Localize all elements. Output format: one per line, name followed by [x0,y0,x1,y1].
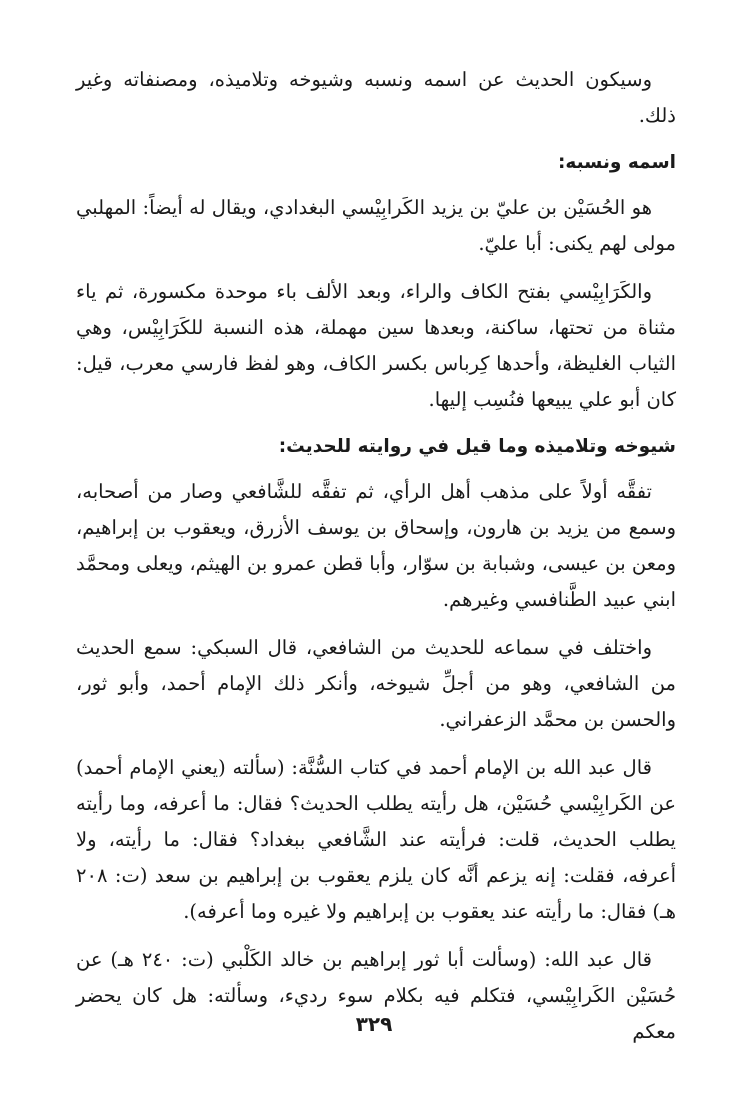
paragraph-abu-thawr: قال عبد الله: (وسألت أبا ثور إبراهيم بن خالد الكَلْبي (ت: ٢٤٠ هـ) عن حُسَيْن الكَرابِيْسي، فتكلم فيه بكلام سوء رديء، وسألته: هل كان يحضر معكم [76,948,676,1043]
paragraph-shafii-dispute: واختلف في سماعه للحديث من الشافعي، قال السبكي: سمع الحديث من الشافعي، وهو من أجلِّ شيوخه، وأنكر ذلك الإمام أحمد، وأبو ثور، والحسن بن محمَّد الزعفراني. [76,636,676,731]
paragraph-abdullah-quote: قال عبد الله بن الإمام أحمد في كتاب السُّنَّة: (سألته (يعني الإمام أحمد) عن الكَرابِيْسي حُسَيْن، هل رأيته يطلب الحديث؟ فقال: ما أعرفه، وما رأيته يطلب الحديث، قلت: فرأيته عند الشَّافعي ببغداد؟ فقال: ما رأيته، ولا أعرفه، فقلت: إنه يزعم أنَّه كان يلزم يعقوب بن إبراهيم بن سعد (ت: ٢٠٨ هـ) فقال: ما رأيته عند يعقوب بن إبراهيم ولا غيره وما أعرفه). [76,756,676,923]
paragraph-intro: وسيكون الحديث عن اسمه ونسبه وشيوخه وتلاميذه، ومصنفاته وغير ذلك. [76,68,676,127]
page-number: ٣٢٩ [355,1012,393,1036]
page-body [76,62,676,1062]
paragraph-name: هو الحُسَيْن بن عليّ بن يزيد الكَرابِيْسي البغدادي، ويقال له أيضاً: المهلبي مولى لهم يكنى: أبا عليّ. [76,196,676,255]
heading-teachers-students: شيوخه وتلاميذه وما قيل في روايته للحديث: [278,436,676,457]
paragraph-nisba: والكَرَابِيْسي بفتح الكاف والراء، وبعد الألف باء موحدة مكسورة، ثم ياء مثناة من تحتها، ساكنة، وبعدها سين مهملة، هذه النسبة للكَرَابِيْس، وهي الثياب الغليظة، وأحدها كِرباس بكسر الكاف، وهو لفظ فارسي معرب، قيل: كان أبو علي يبيعها فنُسِب إليها. [76,280,676,411]
paragraph-teachers: تفقَّه أولاً على مذهب أهل الرأي، ثم تفقَّه للشَّافعي وصار من أصحابه، وسمع من يزيد بن هارون، وإسحاق بن يوسف الأزرق، ويعقوب بن إبراهيم، ومعن بن عيسى، وشبابة بن سوّار، وأبا قطن عمرو بن الهيثم، ويعلى ومحمَّد ابني عبيد الطَّنافسي وغيرهم. [76,480,676,611]
heading-name-lineage: اسمه ونسبه: [557,152,676,173]
